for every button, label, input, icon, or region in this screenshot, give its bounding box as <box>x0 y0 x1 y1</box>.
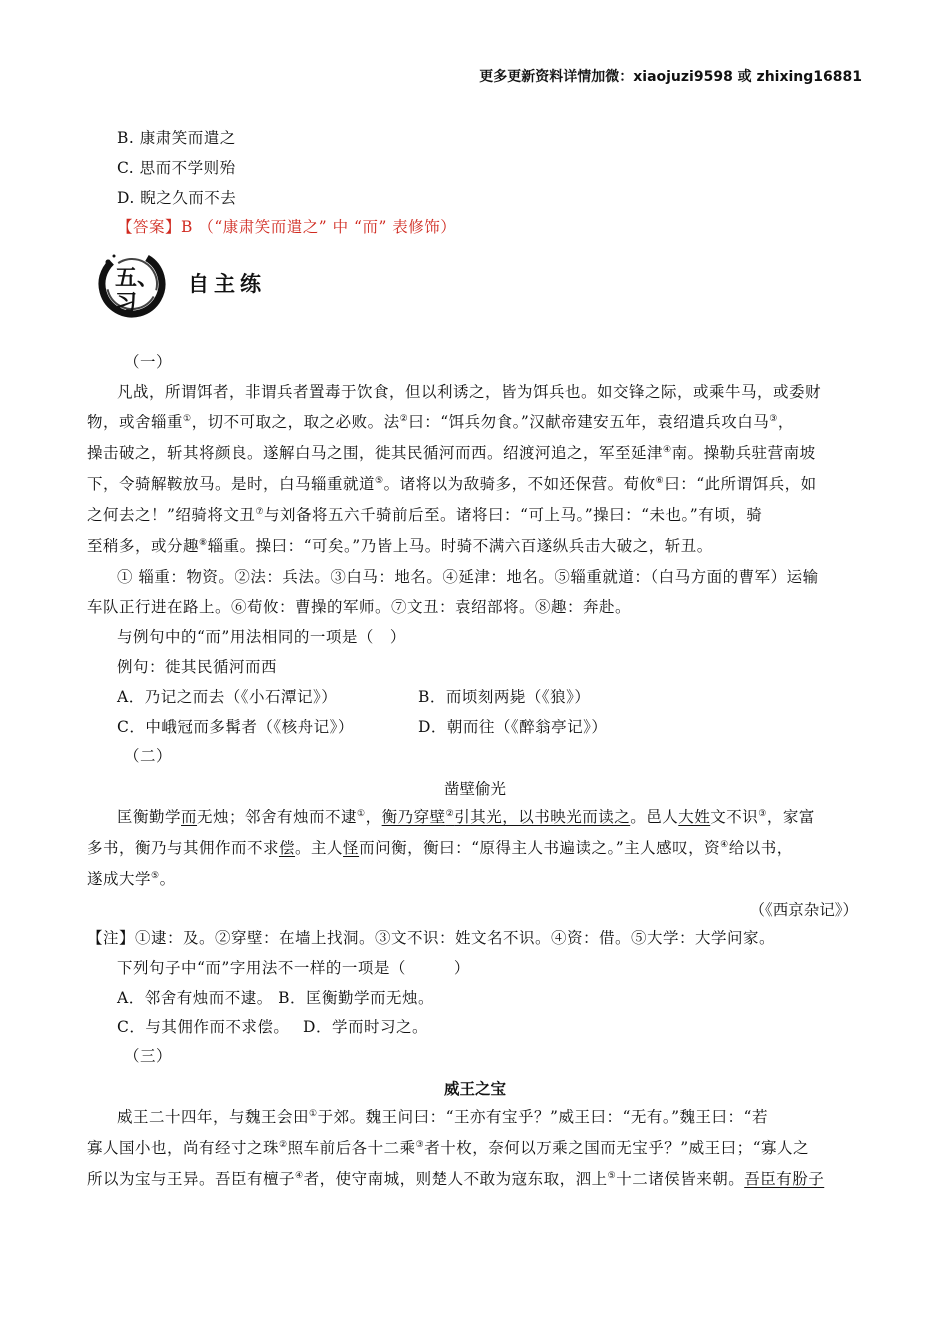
part2-label: （二） <box>124 747 173 765</box>
part2-title: 凿壁偷光 <box>443 780 506 798</box>
section-title: 自主练 <box>188 272 266 296</box>
part2-para-line: 多书，衡乃与其佣作而不求偿。主人怪而问衡，衡曰：“原得主人书遍读之。”主人感叹，资④给以书， <box>87 839 793 857</box>
part3-title: 威王之宝 <box>443 1079 506 1098</box>
part2-para-line: 遂成大学⑤。 <box>87 870 176 888</box>
option-b: B. 康肃笑而遣之 <box>117 129 236 147</box>
part1-option-d: D．朝而往（《醉翁亭记》） <box>418 718 608 736</box>
part2-para-line: 匡衡勤学而无烛；邻舍有烛而不逮①，衡乃穿壁②引其光，以书映光而读之。邑人大姓文不识③，家富 <box>117 808 815 826</box>
option-d: D. 睨之久而不去 <box>117 189 237 207</box>
part1-note-line: ① 辎重：物资。②法：兵法。③白马：地名。④延津：地名。⑤辎重就道：（白马方面的曹军）运输 <box>117 568 819 586</box>
part1-para-line: 物，或舍辎重①，切不可取之，取之必败。法②曰：“饵兵勿食。”汉献帝建安五年，袁绍遣兵攻白马③， <box>87 413 794 431</box>
part1-para-line: 之何去之！”绍骑将文丑⑦与刘备将五六千骑前后至。诸将曰：“可上马。”操曰：“未也。”有顷，骑 <box>87 506 763 524</box>
part2-question: 下列句子中“而”字用法不一样的一项是（ ） <box>117 959 470 977</box>
part1-note-line: 车队正行进在路上。⑥荀攸：曹操的军师。⑦文丑：袁绍部将。⑧趣：奔赴。 <box>87 598 632 616</box>
part1-option-a: A．乃记之而去（《小石潭记》） <box>117 688 338 706</box>
part2-options-ab: A．邻舍有烛而不逮。 B．匡衡勤学而无烛。 <box>117 989 435 1007</box>
section-number: 五、 习 <box>115 266 160 316</box>
part3-para-line: 所以为宝与王异。吾臣有檀子④者，使守南城，则楚人不敢为寇东取，泗上⑤十二诸侯皆来朝。吾臣有肦子 <box>87 1170 825 1188</box>
part1-para-line: 至稍多，或分趣⑧辎重。操曰：“可矣。”乃皆上马。时骑不满六百遂纵兵击大破之，斩丑。 <box>87 537 713 555</box>
part1-para-line: 凡战，所谓饵者，非谓兵者置毒于饮食，但以利诱之，皆为饵兵也。如交锋之际，或乘牛马，或委财 <box>117 383 822 401</box>
part3-label: （三） <box>124 1047 173 1065</box>
part2-options-cd: C．与其佣作而不求偿。 D．学而时习之。 <box>117 1018 428 1036</box>
option-c: C. 思而不学则殆 <box>117 159 236 177</box>
answer-line: 【答案】B （“康肃笑而遣之” 中 “而” 表修饰） <box>117 218 457 236</box>
part1-option-b: B．而顷刻两毙（《狼》） <box>418 688 591 706</box>
part2-source: （《西京杂记》） <box>749 901 858 919</box>
part1-para-line: 下，令骑解鞍放马。是时，白马辎重就道⑤。诸将以为敌骑多，不如还保营。荀攸⑥曰：“此所谓饵兵，如 <box>87 475 817 493</box>
part2-note: 【注】①逮：及。②穿壁：在墙上找洞。③文不识：姓文名不识。④资：借。⑤大学：大学问家。 <box>87 929 776 947</box>
part1-option-c: C．中峨冠而多髯者（《核舟记》） <box>117 718 354 736</box>
part1-example: 例句：徙其民循河而西 <box>117 658 278 676</box>
part1-label: （一） <box>124 353 173 371</box>
part3-para-line: 寡人国小也，尚有经寸之珠②照车前后各十二乘③者十枚，奈何以万乘之国而无宝乎？”威王曰；“寡人之 <box>87 1139 810 1157</box>
part1-question: 与例句中的“而”用法相同的一项是（ ） <box>117 628 406 646</box>
part1-para-line: 操击破之，斩其将颜良。遂解白马之围，徙其民循河而西。绍渡河追之，军至延津④南。操勒兵驻营南坡 <box>87 444 816 462</box>
part3-para-line: 威王二十四年，与魏王会田①于郊。魏王问曰：“王亦有宝乎？”威王曰：“无有。”魏王曰：“若 <box>117 1108 768 1126</box>
header-contact: 更多更新资料详情加微：xiaojuzi9598 或 zhixing16881 <box>479 69 862 85</box>
